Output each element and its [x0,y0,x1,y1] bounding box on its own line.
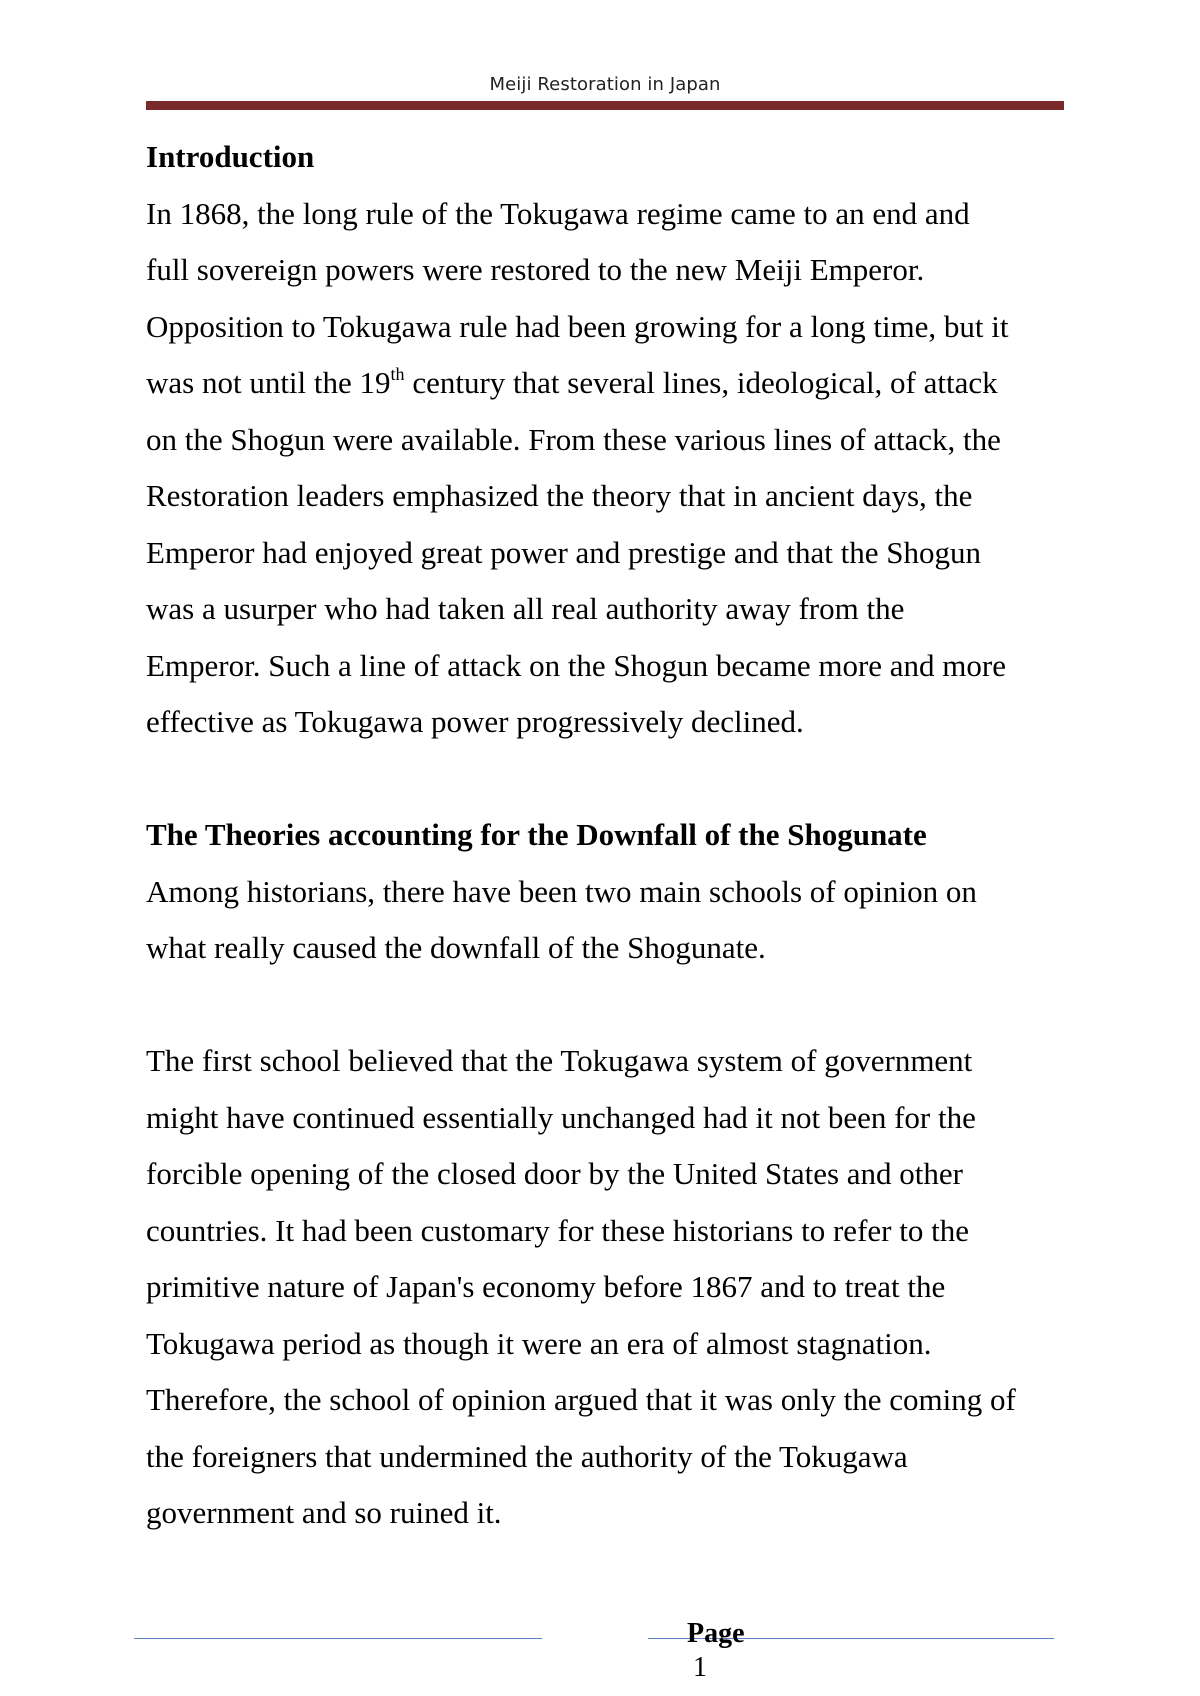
section-heading-introduction: Introduction [146,139,315,174]
paragraph-line: Tokugawa period as though it were an era of almost stagnation. [146,1325,932,1361]
paragraph-spacer [146,751,1076,808]
line-part: was not until the 19 [146,365,391,400]
paragraph-line: Therefore, the school of opinion argued that it was only the coming of [146,1382,1016,1417]
paragraph-line: Opposition to Tokugawa rule had been growing for a long time, but it [146,308,1009,344]
paragraph-line: Among historians, there have been two main schools of opinion on [146,873,977,909]
paragraph-line: The first school believed that the Tokugawa system of government [146,1043,973,1078]
paragraph-line: countries. It had been customary for these historians to refer to the [146,1212,969,1248]
paragraph-spacer [146,977,1076,1034]
line-part: century that several lines, ideological, of attack [404,365,998,400]
paragraph-line: government and so ruined it. [146,1495,502,1530]
footer-rule-left [134,1638,542,1639]
paragraph-line: was a usurper who had taken all real authority away from the [146,591,905,626]
section-heading-theories: The Theories accounting for the Downfall of the Shogunate [146,817,927,852]
paragraph-line: forcible opening of the closed door by the United States and other [146,1156,963,1191]
paragraph-line: on the Shogun were available. From these various lines of attack, the [146,421,1001,457]
paragraph-line: what really caused the downfall of the Shogunate. [146,930,766,965]
paragraph-line: full sovereign powers were restored to the new Meiji Emperor. [146,252,925,287]
document-body [146,129,1076,1542]
page-footer [134,1608,1054,1688]
paragraph-line: Emperor had enjoyed great power and prestige and that the Shogun [146,534,982,570]
paragraph-line [146,355,1076,412]
paragraph-line: In 1868, the long rule of the Tokugawa regime came to an end and [146,195,970,231]
superscript-ordinal: th [390,364,405,384]
paragraph-line: Restoration leaders emphasized the theory that in ancient days, the [146,478,973,513]
paragraph-line: effective as Tokugawa power progressively declined. [146,704,804,739]
running-header: Meiji Restoration in Japan [489,74,721,95]
paragraph-line: primitive nature of Japan's economy before 1867 and to treat the [146,1269,946,1304]
page-number: 1 [693,1652,707,1683]
header-rule [146,101,1064,110]
paragraph-line: might have continued essentially unchanged had it not been for the [146,1099,976,1135]
page-label: Page [687,1618,745,1649]
paragraph-line: the foreigners that undermined the authority of the Tokugawa [146,1438,908,1474]
paragraph-line: Emperor. Such a line of attack on the Shogun became more and more [146,647,1006,683]
